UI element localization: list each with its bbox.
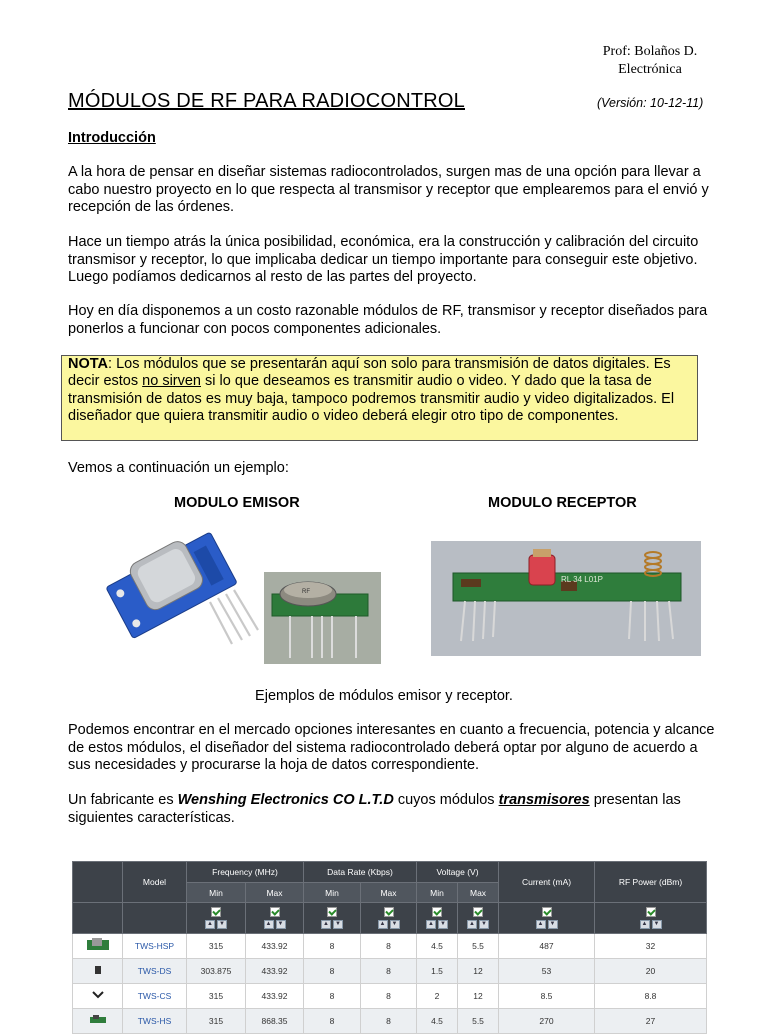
- document-title: MÓDULOS DE RF PARA RADIOCONTROL: [68, 90, 465, 112]
- filter-cell[interactable]: [246, 903, 304, 934]
- intro-paragraph-1: A la hora de pensar en diseñar sistemas radiocontrolados, surgen mas de una opción para llevar a cabo nuestro proyecto en lo que respecta al transmisor y receptor que emplearemos para el envió y recepción de las órdenes.: [68, 164, 709, 215]
- emitter-photo-1: [100, 522, 260, 652]
- note-text-b: si lo que deseamos es transmitir audio o video. Y dado que la tasa de transmisión de datos es muy baja, tampoco podremos transmitir audio y video digitalizados. El diseñador que quiera transmitir audio o video deberá elegir otro tipo de componentes.: [68, 373, 675, 425]
- header-block: [560, 43, 740, 79]
- filter-cell[interactable]: [595, 903, 707, 934]
- sort-up-icon[interactable]: ▲: [378, 920, 388, 929]
- data-rate-header: Data Rate (Kbps): [304, 862, 417, 883]
- note-underlined: no sirven: [142, 373, 201, 390]
- model-link[interactable]: TWS-DS: [123, 959, 187, 984]
- volt-max-cell: 5.5: [458, 934, 499, 959]
- note-box: [61, 355, 698, 441]
- rate-max-header: Max: [361, 883, 417, 903]
- module-thumbnail-icon: [73, 984, 123, 1009]
- current-cell: 53: [499, 959, 595, 984]
- receiver-heading: MODULO RECEPTOR: [488, 495, 637, 511]
- market-paragraph: Podemos encontrar en el mercado opciones interesantes en cuanto a frecuencia, potencia y alcance de estos módulos, el diseñador del sistema radiocontrolado deberá optar por alguno de acuerdo a sus necesidades y procurarse la hoja de datos correspondiente.: [68, 722, 715, 773]
- volt-max-header: Max: [458, 883, 499, 903]
- freq-min-cell: 303.875: [187, 959, 246, 984]
- sort-up-icon[interactable]: ▲: [264, 920, 274, 929]
- volt-max-cell: 12: [458, 959, 499, 984]
- module-thumbnail-icon: [73, 1009, 123, 1034]
- module-thumbnail-icon: [73, 934, 123, 959]
- model-link[interactable]: TWS-HSP: [123, 934, 187, 959]
- freq-min-header: Min: [187, 883, 246, 903]
- checkbox-icon[interactable]: [542, 907, 552, 917]
- emitter-photo-2: [264, 572, 381, 664]
- table-row: [73, 934, 707, 959]
- manufacturer-pre: Un fabricante es: [68, 792, 178, 808]
- rate-min-cell: 8: [304, 1009, 361, 1034]
- model-link[interactable]: TWS-HS: [123, 1009, 187, 1034]
- power-cell: 27: [595, 1009, 707, 1034]
- freq-min-cell: 315: [187, 934, 246, 959]
- frequency-header: Frequency (MHz): [187, 862, 304, 883]
- current-cell: 8.5: [499, 984, 595, 1009]
- power-cell: 32: [595, 934, 707, 959]
- freq-min-cell: 315: [187, 984, 246, 1009]
- filter-cell[interactable]: [458, 903, 499, 934]
- note-text-a: : Los módulos que se presentarán aquí son solo para transmisión de datos digitales. Es decir estos: [68, 356, 671, 390]
- checkbox-icon[interactable]: [473, 907, 483, 917]
- sort-up-icon[interactable]: ▲: [536, 920, 546, 929]
- sort-up-icon[interactable]: ▲: [640, 920, 650, 929]
- table-row: [73, 984, 707, 1009]
- filter-cell[interactable]: [417, 903, 458, 934]
- filter-cell[interactable]: [304, 903, 361, 934]
- author-name: Prof: Bolaños D.: [602, 44, 698, 59]
- receiver-photo: [431, 541, 701, 656]
- voltage-header: Voltage (V): [417, 862, 499, 883]
- filter-cell[interactable]: [499, 903, 595, 934]
- freq-max-cell: 433.92: [246, 959, 304, 984]
- icon-header: [73, 862, 123, 903]
- current-cell: 270: [499, 1009, 595, 1034]
- rate-max-cell: 8: [361, 934, 417, 959]
- example-intro: Vemos a continuación un ejemplo:: [68, 460, 289, 476]
- volt-max-cell: 12: [458, 984, 499, 1009]
- emitter-heading: MODULO EMISOR: [174, 495, 300, 511]
- freq-max-cell: 433.92: [246, 934, 304, 959]
- rate-max-cell: 8: [361, 984, 417, 1009]
- sort-up-icon[interactable]: ▲: [467, 920, 477, 929]
- sort-down-icon[interactable]: ▼: [217, 920, 227, 929]
- manufacturer-paragraph: [68, 792, 718, 827]
- power-cell: 8.8: [595, 984, 707, 1009]
- sort-up-icon[interactable]: ▲: [205, 920, 215, 929]
- manufacturer-post: presentan las siguientes características.: [68, 792, 681, 826]
- note-label: NOTA: [68, 356, 109, 372]
- volt-min-cell: 4.5: [417, 934, 458, 959]
- model-link[interactable]: TWS-CS: [123, 984, 187, 1009]
- rate-max-cell: 8: [361, 1009, 417, 1034]
- checkbox-icon[interactable]: [327, 907, 337, 917]
- power-cell: 20: [595, 959, 707, 984]
- sort-down-icon[interactable]: ▼: [276, 920, 286, 929]
- checkbox-icon[interactable]: [384, 907, 394, 917]
- volt-min-cell: 2: [417, 984, 458, 1009]
- current-cell: 487: [499, 934, 595, 959]
- sort-down-icon[interactable]: ▼: [548, 920, 558, 929]
- rate-min-cell: 8: [304, 934, 361, 959]
- model-header: Model: [123, 862, 187, 903]
- table-row: [73, 1009, 707, 1034]
- sort-up-icon[interactable]: ▲: [426, 920, 436, 929]
- filter-row: [73, 903, 707, 934]
- photo-caption: Ejemplos de módulos emisor y receptor.: [255, 688, 513, 704]
- volt-max-cell: 5.5: [458, 1009, 499, 1034]
- intro-paragraph-2: Hace un tiempo atrás la única posibilidad, económica, era la construcción y calibración del circuito transmisor y receptor, lo que implicaba dedicar un tiempo importante para conseguir este objetivo. Luego podíamos dedicarnos al resto de las partes del proyecto.: [68, 234, 699, 285]
- manufacturer-name: Wenshing Electronics CO L.T.D: [177, 792, 394, 808]
- freq-max-cell: 868.35: [246, 1009, 304, 1034]
- manufacturer-mid: cuyos módulos: [393, 792, 499, 808]
- emitter-chip-label: RF: [302, 589, 310, 595]
- manufacturer-emphasis: transmisores: [498, 792, 590, 808]
- sort-down-icon[interactable]: ▼: [652, 920, 662, 929]
- checkbox-icon[interactable]: [211, 907, 221, 917]
- receiver-board-label: RL 34 L01P: [561, 575, 603, 584]
- volt-min-cell: 4.5: [417, 1009, 458, 1034]
- rate-min-cell: 8: [304, 959, 361, 984]
- rate-max-cell: 8: [361, 959, 417, 984]
- checkbox-icon[interactable]: [646, 907, 656, 917]
- current-header: Current (mA): [499, 862, 595, 903]
- sort-down-icon[interactable]: ▼: [479, 920, 489, 929]
- sort-down-icon[interactable]: ▼: [438, 920, 448, 929]
- transmitter-spec-table: [72, 861, 707, 1034]
- sort-down-icon[interactable]: ▼: [333, 920, 343, 929]
- freq-max-header: Max: [246, 883, 304, 903]
- checkbox-icon[interactable]: [270, 907, 280, 917]
- rate-min-header: Min: [304, 883, 361, 903]
- sort-down-icon[interactable]: ▼: [390, 920, 400, 929]
- freq-max-cell: 433.92: [246, 984, 304, 1009]
- rate-min-cell: 8: [304, 984, 361, 1009]
- volt-min-header: Min: [417, 883, 458, 903]
- filter-cell[interactable]: [361, 903, 417, 934]
- version-label: (Versión: 10-12-11): [597, 96, 704, 110]
- filter-cell[interactable]: [187, 903, 246, 934]
- section-heading: Introducción: [68, 130, 156, 146]
- rf-power-header: RF Power (dBm): [595, 862, 707, 903]
- module-thumbnail-icon: [73, 959, 123, 984]
- table-row: [73, 959, 707, 984]
- sort-up-icon[interactable]: ▲: [321, 920, 331, 929]
- subject-name: Electrónica: [618, 62, 682, 77]
- freq-min-cell: 315: [187, 1009, 246, 1034]
- volt-min-cell: 1.5: [417, 959, 458, 984]
- intro-paragraph-3: Hoy en día disponemos a un costo razonable módulos de RF, transmisor y receptor diseñados para ponerlos a funcionar con pocos componentes adicionales.: [68, 303, 708, 337]
- checkbox-icon[interactable]: [432, 907, 442, 917]
